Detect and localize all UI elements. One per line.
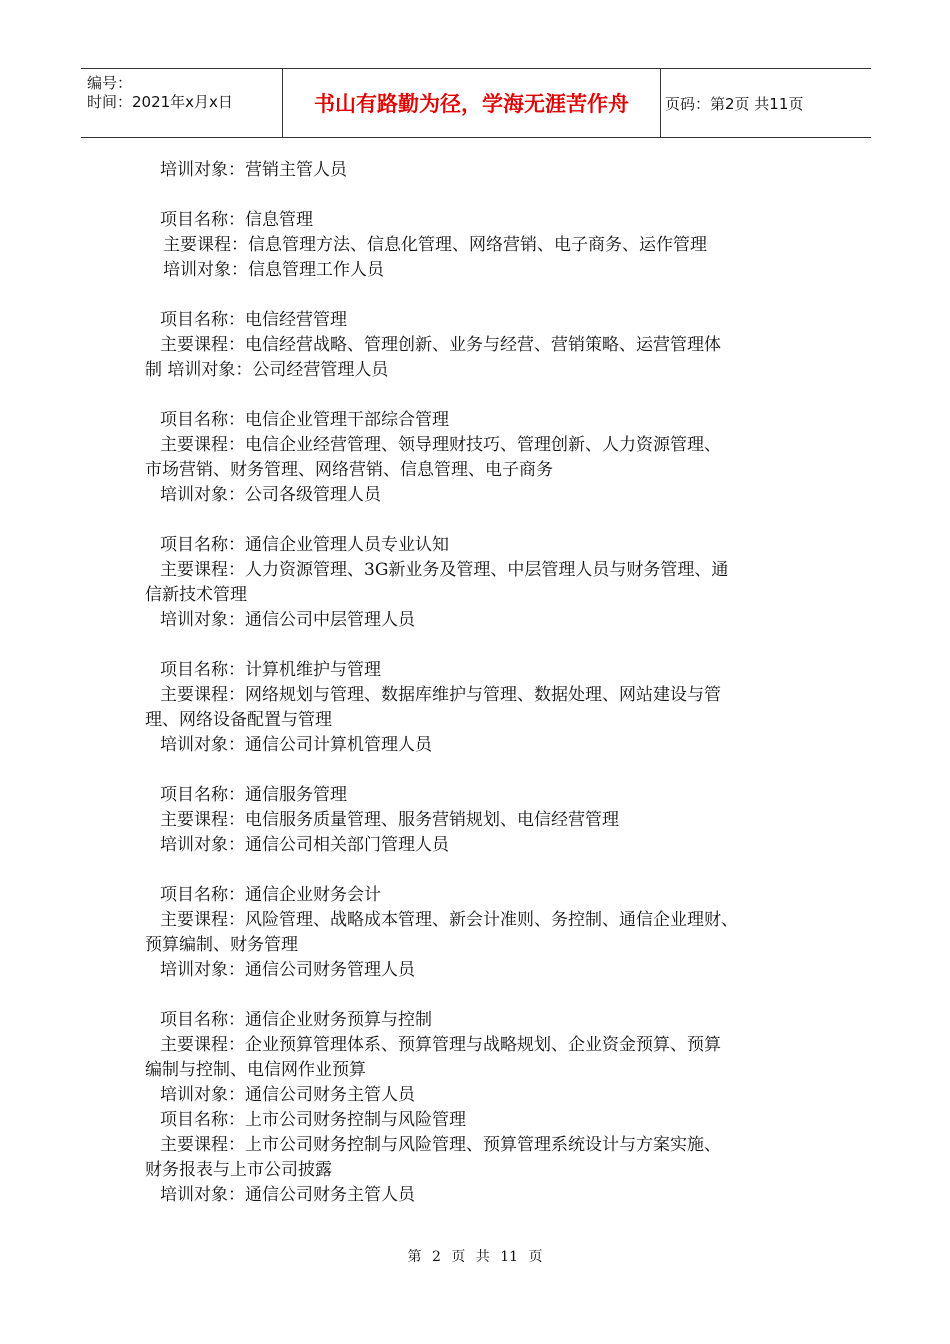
text-line: 编制与控制、电信网作业预算: [145, 1060, 366, 1080]
text-line: 培训对象：通信公司财务主管人员: [160, 1085, 415, 1105]
paragraph-gap: [145, 633, 810, 658]
page-footer: 第 2 页 共 11 页: [407, 1249, 543, 1265]
text-line: 项目名称：电信经营管理: [160, 310, 347, 330]
page-header: [81, 68, 871, 138]
document-body: [145, 158, 810, 1208]
text-line: 培训对象：信息管理工作人员: [163, 260, 384, 280]
text-line: 项目名称：通信企业财务预算与控制: [160, 1010, 432, 1030]
text-line: 项目名称：电信企业管理干部综合管理: [160, 410, 449, 430]
text-line: 主要课程：风险管理、战略成本管理、新会计准则、务控制、通信企业理财、: [160, 910, 738, 930]
text-line: 项目名称：信息管理: [160, 210, 313, 230]
text-line: 项目名称：计算机维护与管理: [160, 660, 381, 680]
text-line: 主要课程：电信经营战略、管理创新、业务与经营、营销策略、运营管理体: [160, 335, 721, 355]
text-line: 项目名称：上市公司财务控制与风险管理: [160, 1110, 466, 1130]
header-page-number: 页码：第2页 共11页: [665, 94, 804, 113]
text-line: 财务报表与上市公司披露: [145, 1160, 332, 1180]
text-line: 培训对象：公司各级管理人员: [160, 485, 381, 505]
doc-time-label: 时间：2021年x月x日: [87, 93, 233, 111]
paragraph-gap: [145, 283, 810, 308]
paragraph-gap: [145, 758, 810, 783]
paragraph-gap: [145, 508, 810, 533]
text-line: 培训对象：通信公司中层管理人员: [160, 610, 415, 630]
text-line: 制 培训对象：公司经营管理人员: [145, 360, 389, 380]
doc-number-label: 编号：: [87, 74, 133, 92]
text-line: 主要课程：信息管理方法、信息化管理、网络营销、电子商务、运作管理: [163, 235, 707, 255]
header-meta: [81, 69, 283, 137]
text-line: 培训对象：通信公司财务管理人员: [160, 960, 415, 980]
header-motto: 书山有路勤为径，学海无涯苦作舟: [283, 69, 661, 137]
text-line: 项目名称：通信企业财务会计: [160, 885, 381, 905]
paragraph-gap: [145, 183, 810, 208]
text-line: 培训对象：通信公司相关部门管理人员: [160, 835, 449, 855]
text-line: 项目名称：通信服务管理: [160, 785, 347, 805]
paragraph-gap: [145, 383, 810, 408]
text-line: 主要课程：网络规划与管理、数据库维护与管理、数据处理、网站建设与管: [160, 685, 721, 705]
text-line: 主要课程：企业预算管理体系、预算管理与战略规划、企业资金预算、预算: [160, 1035, 721, 1055]
text-line: 主要课程：电信服务质量管理、服务营销规划、电信经营管理: [160, 810, 619, 830]
text-line: 培训对象：通信公司计算机管理人员: [160, 735, 432, 755]
paragraph-gap: [145, 983, 810, 1008]
text-line: 主要课程：人力资源管理、3G新业务及管理、中层管理人员与财务管理、通: [160, 560, 729, 580]
text-line: 信新技术管理: [145, 585, 247, 605]
text-line: 培训对象：通信公司财务主管人员: [160, 1185, 415, 1205]
text-line: 主要课程：上市公司财务控制与风险管理、预算管理系统设计与方案实施、: [160, 1135, 721, 1155]
paragraph-gap: [145, 858, 810, 883]
text-line: 市场营销、财务管理、网络营销、信息管理、电子商务: [145, 460, 553, 480]
text-line: 主要课程：电信企业经营管理、领导理财技巧、管理创新、人力资源管理、: [160, 435, 721, 455]
text-line: 预算编制、财务管理: [145, 935, 298, 955]
text-line: 培训对象：营销主管人员: [160, 160, 347, 180]
text-line: 理、网络设备配置与管理: [145, 710, 332, 730]
text-line: 项目名称：通信企业管理人员专业认知: [160, 535, 449, 555]
